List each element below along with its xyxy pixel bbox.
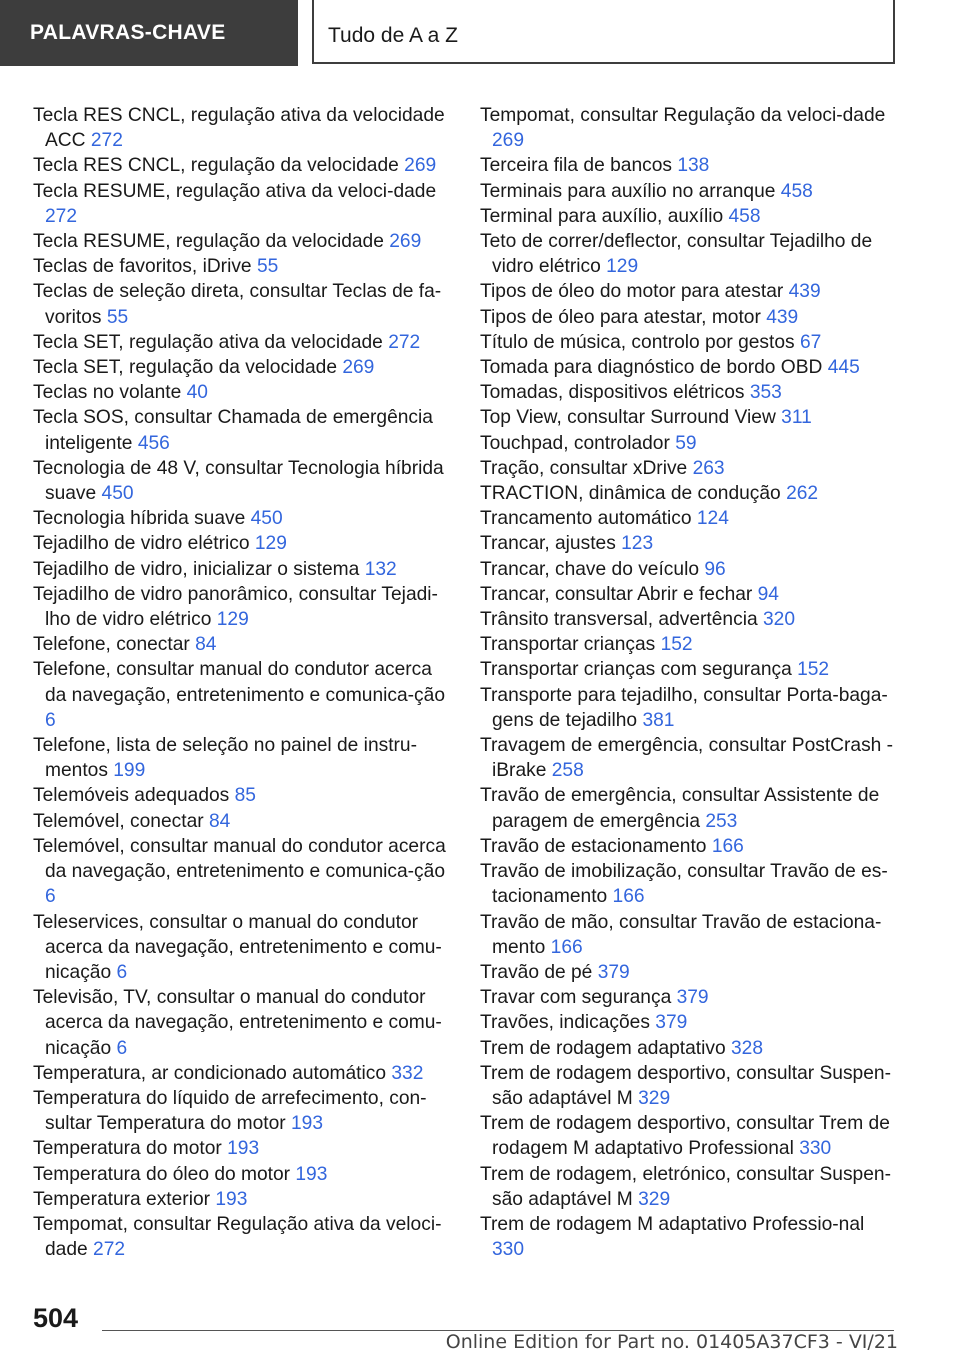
index-entry bbox=[480, 179, 900, 204]
entry-page-link[interactable]: 96 bbox=[704, 558, 726, 580]
index-entry bbox=[480, 985, 900, 1010]
index-entry bbox=[33, 279, 451, 329]
entry-term: Tecla SOS, consultar Chamada de emergência inteligente bbox=[33, 407, 433, 454]
entry-term: Trancar, chave do veículo bbox=[480, 558, 699, 580]
entry-term: Travagem de emergência, consultar PostCrash - iBrake bbox=[480, 735, 894, 782]
footer-edition: Online Edition for Part no. 01405A37CF3 - VI/21 bbox=[445, 1331, 898, 1353]
entry-term: Travão de estacionamento bbox=[480, 835, 707, 857]
entry-term: Tecnologia híbrida suave bbox=[33, 508, 246, 530]
index-entry bbox=[33, 254, 451, 279]
entry-term: Travão de pé bbox=[480, 961, 593, 983]
index-entry bbox=[33, 1162, 451, 1187]
index-entry bbox=[480, 783, 900, 833]
entry-page-link[interactable]: 381 bbox=[642, 709, 675, 731]
entry-term: Tejadilho de vidro panorâmico, consultar Tejadi-lho de vidro elétrico bbox=[33, 583, 438, 631]
entry-page-link[interactable]: 129 bbox=[216, 609, 249, 631]
page-header bbox=[0, 0, 960, 66]
entry-term: Tipos de óleo para atestar, motor bbox=[480, 306, 761, 328]
entry-page-link[interactable]: 450 bbox=[250, 508, 283, 530]
entry-page-link[interactable]: 199 bbox=[113, 760, 146, 782]
entry-term: Temperatura exterior bbox=[33, 1188, 211, 1210]
entry-page-link[interactable]: 55 bbox=[106, 306, 129, 328]
index-entry bbox=[33, 783, 451, 808]
entry-page-link[interactable]: 330 bbox=[492, 1239, 525, 1261]
entry-page-link[interactable]: 458 bbox=[728, 205, 761, 227]
entry-term: Título de música, controlo por gestos bbox=[480, 331, 795, 353]
entry-term: Tejadilho de vidro, inicializar o sistema bbox=[33, 558, 360, 580]
entry-page-link[interactable]: 272 bbox=[93, 1239, 126, 1261]
entry-page-link[interactable]: 59 bbox=[675, 432, 697, 454]
entry-page-link[interactable]: 439 bbox=[766, 306, 799, 328]
entry-term: Teclas de favoritos, iDrive bbox=[33, 256, 252, 278]
entry-page-link[interactable]: 329 bbox=[638, 1188, 671, 1210]
index-entry bbox=[33, 405, 451, 455]
index-entry bbox=[480, 557, 900, 582]
entry-page-link[interactable]: 129 bbox=[254, 533, 287, 555]
entry-term: Travão de mão, consultar Travão de estaciona-mento bbox=[480, 911, 882, 958]
index-entry bbox=[33, 330, 451, 355]
index-entry bbox=[33, 355, 451, 380]
entry-page-link[interactable]: 67 bbox=[799, 331, 822, 353]
index-entry bbox=[480, 330, 900, 355]
entry-page-link[interactable]: 269 bbox=[389, 231, 422, 253]
entry-page-link[interactable]: 123 bbox=[621, 533, 654, 555]
index-entry bbox=[480, 531, 900, 556]
index-entry bbox=[480, 305, 900, 330]
entry-page-link[interactable]: 124 bbox=[696, 508, 729, 530]
entry-term: Trem de rodagem desportivo, consultar Suspen-são adaptável M bbox=[480, 1062, 891, 1109]
entry-page-link[interactable]: 6 bbox=[116, 961, 128, 983]
index-entry bbox=[480, 1212, 900, 1262]
entry-page-link[interactable]: 379 bbox=[655, 1012, 688, 1034]
index-entry bbox=[480, 1036, 900, 1061]
index-entry bbox=[480, 204, 900, 229]
index-entry bbox=[480, 229, 900, 279]
entry-term: Trem de rodagem adaptativo bbox=[480, 1037, 726, 1059]
section-tab: PALAVRAS-CHAVE bbox=[0, 0, 298, 66]
entry-page-link[interactable]: 272 bbox=[388, 331, 421, 353]
index-entry bbox=[33, 179, 451, 229]
index-entry bbox=[480, 632, 900, 657]
entry-term: Terminais para auxílio no arranque bbox=[480, 180, 776, 202]
entry-page-link[interactable]: 456 bbox=[137, 432, 170, 454]
index-entry bbox=[480, 859, 900, 909]
entry-term: Temperatura, ar condicionado automático bbox=[33, 1062, 387, 1084]
entry-term: Transporte para tejadilho, consultar Porta-baga-gens de tejadilho bbox=[480, 684, 888, 731]
entry-page-link[interactable]: 458 bbox=[780, 180, 813, 202]
entry-page-link[interactable]: 269 bbox=[342, 357, 375, 379]
index-entry bbox=[480, 380, 900, 405]
index-entry bbox=[33, 910, 451, 986]
entry-term: Terceira fila de bancos bbox=[480, 155, 672, 177]
entry-page-link[interactable]: 6 bbox=[116, 1037, 128, 1059]
index-entry bbox=[480, 405, 900, 430]
entry-term: Telefone, lista de seleção no painel de instru-mentos bbox=[33, 735, 417, 782]
entry-term: Tecla SET, regulação da velocidade bbox=[33, 357, 337, 379]
index-entry bbox=[480, 834, 900, 859]
entry-term: Trem de rodagem desportivo, consultar Trem de rodagem M adaptativo Professional bbox=[480, 1113, 890, 1160]
entry-page-link[interactable]: 138 bbox=[677, 155, 710, 177]
entry-page-link[interactable]: 258 bbox=[551, 760, 584, 782]
entry-term: Travão de emergência, consultar Assistente de paragem de emergência bbox=[480, 785, 880, 832]
entry-term: Travão de imobilização, consultar Travão de es-tacionamento bbox=[480, 861, 888, 908]
index-entry bbox=[33, 1061, 451, 1086]
index-entry bbox=[480, 657, 900, 682]
index-entry bbox=[480, 431, 900, 456]
entry-term: Trancar, consultar Abrir e fechar bbox=[480, 583, 753, 605]
entry-term: Tomadas, dispositivos elétricos bbox=[480, 382, 745, 404]
entry-term: Terminal para auxílio, auxílio bbox=[480, 205, 724, 227]
entry-page-link[interactable]: 166 bbox=[550, 936, 583, 958]
entry-term: Telemóveis adequados bbox=[33, 785, 230, 807]
index-entry bbox=[33, 1136, 451, 1161]
entry-term: Tipos de óleo do motor para atestar bbox=[480, 281, 784, 303]
index-entry bbox=[480, 683, 900, 733]
entry-page-link[interactable]: 94 bbox=[757, 583, 779, 605]
index-entry bbox=[480, 506, 900, 531]
entry-page-link[interactable]: 193 bbox=[227, 1138, 260, 1160]
entry-term: Tecla RES CNCL, regulação da velocidade bbox=[33, 155, 399, 177]
entry-page-link[interactable]: 84 bbox=[195, 634, 217, 656]
index-entry bbox=[33, 557, 451, 582]
entry-page-link[interactable]: 193 bbox=[215, 1188, 248, 1210]
entry-page-link[interactable]: 193 bbox=[291, 1113, 324, 1135]
entry-term: Top View, consultar Surround View bbox=[480, 407, 776, 429]
entry-page-link[interactable]: 55 bbox=[256, 256, 279, 278]
entry-term: Tecla RES CNCL, regulação ativa da velocidade ACC bbox=[33, 105, 445, 152]
index-entry bbox=[480, 103, 900, 153]
index-entry bbox=[33, 834, 451, 910]
index-entry bbox=[480, 1010, 900, 1035]
entry-page-link[interactable]: 269 bbox=[404, 155, 437, 177]
index-entry bbox=[480, 582, 900, 607]
entry-page-link[interactable]: 85 bbox=[234, 785, 256, 807]
entry-page-link[interactable]: 379 bbox=[597, 961, 630, 983]
index-entry bbox=[33, 506, 451, 531]
entry-term: Teclas de seleção direta, consultar Teclas de fa-voritos bbox=[33, 281, 442, 328]
entry-term: Televisão, TV, consultar o manual do condutor acerca da navegação, entretenimento e comu-nicação bbox=[33, 987, 442, 1059]
index-entry bbox=[480, 1162, 900, 1212]
entry-term: Tempomat, consultar Regulação ativa da veloci-dade bbox=[33, 1213, 442, 1261]
entry-term: TRACTION, dinâmica de condução bbox=[480, 483, 781, 505]
entry-page-link[interactable]: 263 bbox=[692, 457, 725, 479]
entry-term: Telemóvel, consultar manual do condutor acerca da navegação, entretenimento e comunica-ção bbox=[33, 835, 446, 883]
entry-term: Temperatura do óleo do motor bbox=[33, 1163, 291, 1185]
entry-term: Trem de rodagem M adaptativo Professio-nal bbox=[480, 1213, 865, 1235]
entry-term: Tecnologia de 48 V, consultar Tecnologia híbrida suave bbox=[33, 457, 444, 505]
entry-page-link[interactable]: 132 bbox=[364, 558, 397, 580]
entry-page-link[interactable]: 353 bbox=[749, 382, 782, 404]
entry-page-link[interactable]: 329 bbox=[638, 1087, 671, 1109]
index-entry bbox=[480, 355, 900, 380]
entry-term: Tecla SET, regulação ativa da velocidade bbox=[33, 331, 383, 353]
entry-term: Temperatura do líquido de arrefecimento, con-sultar Temperatura do motor bbox=[33, 1087, 427, 1135]
index-entry bbox=[33, 582, 451, 632]
entry-page-link[interactable]: 379 bbox=[676, 987, 709, 1009]
entry-term: Trânsito transversal, advertência bbox=[480, 609, 758, 631]
index-column-left bbox=[33, 103, 451, 1262]
entry-page-link[interactable]: 311 bbox=[781, 407, 812, 429]
index-entry bbox=[480, 910, 900, 960]
index-entry bbox=[33, 380, 451, 405]
index-entry bbox=[480, 481, 900, 506]
entry-term: Touchpad, controlador bbox=[480, 432, 670, 454]
entry-page-link[interactable]: 152 bbox=[797, 659, 830, 681]
entry-page-link[interactable]: 272 bbox=[90, 130, 123, 152]
entry-term: Teclas no volante bbox=[33, 382, 182, 404]
page-number: 504 bbox=[33, 1303, 79, 1333]
entry-page-link[interactable]: 129 bbox=[606, 256, 639, 278]
entry-page-link[interactable]: 6 bbox=[45, 886, 56, 908]
entry-page-link[interactable]: 253 bbox=[705, 810, 738, 832]
entry-page-link[interactable]: 269 bbox=[492, 130, 525, 152]
index-entry bbox=[480, 153, 900, 178]
index-entry bbox=[480, 279, 900, 304]
index-entry bbox=[33, 153, 451, 178]
entry-term: Transportar crianças com segurança bbox=[480, 659, 792, 681]
entry-page-link[interactable]: 193 bbox=[295, 1163, 328, 1185]
entry-term: Tração, consultar xDrive bbox=[480, 457, 688, 479]
index-column-right bbox=[480, 103, 900, 1262]
entry-page-link[interactable]: 320 bbox=[762, 609, 795, 631]
section-subtitle: Tudo de A a Z bbox=[312, 0, 895, 64]
entry-term: Telefone, conectar bbox=[33, 634, 190, 656]
index-entry bbox=[480, 1111, 900, 1161]
entry-term: Telemóvel, conectar bbox=[33, 810, 204, 832]
entry-page-link[interactable]: 272 bbox=[45, 205, 78, 227]
entry-term: Trem de rodagem, eletrónico, consultar Suspen-são adaptável M bbox=[480, 1163, 891, 1210]
entry-page-link[interactable]: 445 bbox=[827, 357, 860, 379]
entry-page-link[interactable]: 332 bbox=[391, 1062, 424, 1084]
entry-term: Teto de correr/deflector, consultar Tejadilho de vidro elétrico bbox=[480, 231, 873, 278]
entry-term: Trancamento automático bbox=[480, 508, 692, 530]
entry-term: Tecla RESUME, regulação ativa da veloci-dade bbox=[33, 180, 437, 202]
index-entry bbox=[33, 103, 451, 153]
index-entry bbox=[480, 733, 900, 783]
entry-term: Tempomat, consultar Regulação da veloci-dade bbox=[480, 105, 886, 126]
index-entry bbox=[33, 985, 451, 1061]
entry-term: Transportar crianças bbox=[480, 634, 656, 656]
entry-page-link[interactable]: 328 bbox=[731, 1037, 764, 1059]
index-entry bbox=[33, 809, 451, 834]
entry-term: Tecla RESUME, regulação da velocidade bbox=[33, 231, 384, 253]
index-entry bbox=[33, 1086, 451, 1136]
entry-page-link[interactable]: 439 bbox=[788, 281, 821, 303]
entry-term: Telefone, consultar manual do condutor acerca da navegação, entretenimento e comunica-ção bbox=[33, 659, 445, 706]
index-entry bbox=[33, 531, 451, 556]
entry-term: Teleservices, consultar o manual do condutor acerca da navegação, entretenimento e comu-nicação bbox=[33, 911, 442, 983]
index-entry bbox=[33, 229, 451, 254]
entry-term: Travar com segurança bbox=[480, 987, 672, 1009]
entry-page-link[interactable]: 152 bbox=[660, 634, 693, 656]
index-entry bbox=[33, 1212, 451, 1262]
entry-term: Temperatura do motor bbox=[33, 1138, 222, 1160]
index-entry bbox=[480, 456, 900, 481]
entry-term: Tomada para diagnóstico de bordo OBD bbox=[480, 357, 823, 379]
index-entry bbox=[480, 960, 900, 985]
index-entry bbox=[480, 607, 900, 632]
index-entry bbox=[33, 456, 451, 506]
entry-page-link[interactable]: 166 bbox=[612, 886, 645, 908]
entry-page-link[interactable]: 40 bbox=[186, 382, 208, 404]
index-entry bbox=[33, 657, 451, 733]
entry-page-link[interactable]: 330 bbox=[799, 1138, 832, 1160]
entry-page-link[interactable]: 262 bbox=[786, 483, 819, 505]
index-entry bbox=[480, 1061, 900, 1111]
index-entry bbox=[33, 733, 451, 783]
index-entry bbox=[33, 1187, 451, 1212]
entry-page-link[interactable]: 166 bbox=[711, 835, 744, 857]
entry-term: Trancar, ajustes bbox=[480, 533, 616, 555]
entry-page-link[interactable]: 450 bbox=[101, 483, 134, 505]
entry-page-link[interactable]: 6 bbox=[45, 709, 56, 731]
index-entry bbox=[33, 632, 451, 657]
entry-term: Travões, indicações bbox=[480, 1012, 650, 1034]
entry-term: Tejadilho de vidro elétrico bbox=[33, 533, 250, 555]
entry-page-link[interactable]: 84 bbox=[208, 810, 231, 832]
